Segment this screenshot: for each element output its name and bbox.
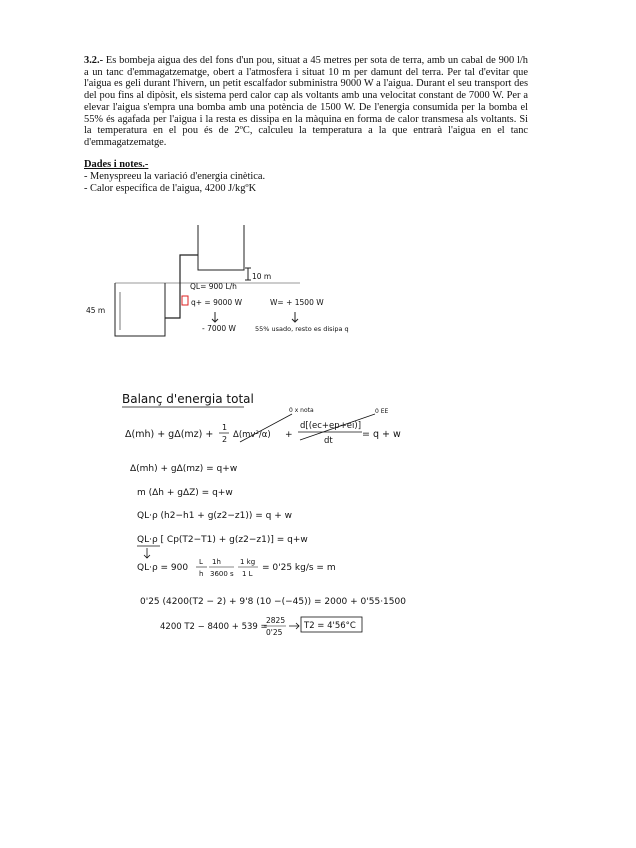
height-label: 10 m [252,272,272,281]
eq8-result: T2 = 4'56°C [304,621,356,631]
eq6-f2-den: 3600 s [210,570,234,578]
eq1-left: Δ(mh) + gΔ(mz) + [125,429,214,440]
eq1-right: = q + w [362,429,401,440]
loss-label: - 7000 W [202,324,236,333]
eq1-kinetic: Δ(mv²/α) [233,430,271,440]
eq6-f2-num: 1h [212,558,221,566]
eq8-frac-den: 0'25 [266,628,283,637]
kinetic-zero-mark: 0 x nota [289,407,314,414]
setup-diagram [115,225,300,336]
eq1-derivative-den: dt [324,436,333,446]
eq6-f1-den: h [199,570,204,578]
pump-label: W= + 1500 W [270,298,324,307]
ee-zero-mark: 0 EE [375,408,389,415]
eq2: Δ(mh) + gΔ(mz) = q+w [130,464,238,474]
eq8-left: 4200 T2 − 8400 + 539 = [160,622,268,632]
note-kinetic: - Menyspreeu la variació d'energia cinètica. [84,171,266,182]
eq6-f3-den: 1 L [242,570,253,578]
eq6-f1-num: L [199,558,203,566]
solution-title: Balanç d'energia total [122,392,254,406]
eq1-derivative-num: d[(ec+ep+ei)] [300,421,362,431]
well [115,283,165,336]
eq1-plus: + [285,430,293,440]
flow-label: QL= 900 L/h [190,282,237,291]
pump-note: 55% usado, resto es disipa q [255,325,349,333]
eq1-half-den: 2 [222,435,228,444]
eq5: QL·ρ [ Cp(T2−T1) + g(z2−z1)] = q+w [137,535,308,545]
problem-number: 3.2.- [84,55,104,66]
eq6-f3-num: 1 kg [240,558,256,566]
notes-heading: Dades i notes.- [84,159,149,170]
depth-label: 45 m [86,306,106,315]
eq6-right: = 0'25 kg/s = m [262,563,336,573]
height-marker [245,268,251,280]
eq7: 0'25 (4200(T2 − 2) + 9'8 (10 −(−45)) = 2000 + 0'55·1500 [140,597,406,607]
heater-label: q+ = 9000 W [191,298,242,307]
eq4: QL·ρ (h2−h1 + g(z2−z1)) = q + w [137,511,292,521]
eq1-half-num: 1 [222,423,228,432]
eq3: m (Δh + gΔZ) = q+w [137,488,233,498]
heater [182,296,188,305]
note-specific-heat: - Calor específica de l'aigua, 4200 J/kgºK [84,183,257,194]
problem-text: Es bombeja aigua des del fons d'un pou, situat a 45 metres per sota de terra, amb un cabal de 900 l/h a un tanc d'emmagatzematge, obert a l'atmosfera i situat 10 m per damunt del terra. Per tal d'evitar que l'aigua es geli durant l'hivern, un petit escalfador subministra 9000 W a l'aigua. Durant el seu transport des del pou fins al dipòsit, els sistema perd calor cap als voltants amb una velocitat constant de 7000 W. Per a elevar l'aigua s'empra una bomba amb una potència de 1500 W. De l'energia consumida per la bomba el 55% és agafada per l'aigua i la resta es dissipa en la màquina en forma de calor transmesa als voltants. Si la temperatura en el pou és de 2ºC, calculeu la temperatura a la que entrarà l'aigua en el tanc d'emmagatzematge. [84,55,528,148]
eq6-left: QL·ρ = 900 [137,563,189,573]
storage-tank [198,225,244,270]
eq8-frac-num: 2825 [266,616,286,625]
